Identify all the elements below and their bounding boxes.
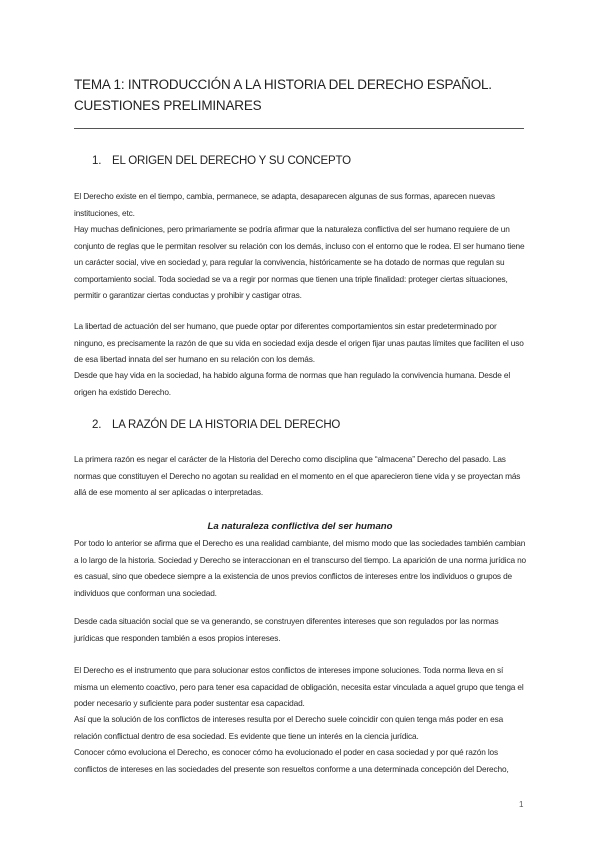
paragraph: Así que la solución de los conflictos de intereses resulta por el Derecho suele coincidir con quien tenga más poder en esa relación conflictual dentro de esa sociedad. Es evidente que tiene un interés en la ciencia jurídica.	[74, 714, 504, 741]
paragraph: Desde que hay vida en la sociedad, ha habido alguna forma de normas que han regulado la convivencia humana. Desde el origen ha existido Derecho.	[74, 370, 511, 397]
paragraph: Desde cada situación social que se va generando, se construyen diferentes intereses que son regulados por las normas jurídicas que responden también a esos propios intereses.	[74, 616, 499, 643]
paragraph: Por todo lo anterior se afirma que el Derecho es una realidad cambiante, del mismo modo que las sociedades también cambian a lo largo de la historia. Sociedad y Derecho se interaccionan en el transcurso del tiempo. La aparición de una norma jurídica no es casual, sino que obedece siempre a la existencia de unos previos conflictos de intereses entre los individuos o grupos de individuos que conforman una sociedad.	[74, 538, 527, 598]
section-title: LA RAZÓN DE LA HISTORIA DEL DERECHO	[112, 419, 341, 431]
section-title: EL ORIGEN DEL DERECHO Y SU CONCEPTO	[112, 155, 351, 167]
subsection-heading: La naturaleza conflictiva del ser humano	[207, 521, 393, 532]
paragraph: La primera razón es negar el carácter de la Historia del Derecho como disciplina que “almacena” Derecho del pasado. Las normas que constituyen el Derecho no agotan su realidad en el momento en el que aparecieron tiene vida y se proyectan más allá de ese momento al ser aplicadas o interpretadas.	[74, 454, 521, 498]
paragraph: El Derecho es el instrumento que para solucionar estos conflictos de intereses impone soluciones. Toda norma lleva en sí misma un elemento coactivo, pero para tener esa capacidad de obligación, necesita estar vinculada a aquel grupo que tenga el poder necesario y suficiente para poder sustentar esa capacidad.	[74, 665, 524, 709]
section-number: 2.	[92, 419, 102, 431]
title-divider	[74, 128, 524, 129]
paragraph: Hay muchas definiciones, pero primariamente se podría afirmar que la naturaleza conflictiva del ser humano requiere de un conjunto de reglas que le permitan resolver su relación con los demás, incluso con el entorno que le rodea. El ser humano tiene un carácter social, vive en sociedad y, para regular la convivencia, históricamente se ha dotado de normas que regulan su comportamiento social. Toda sociedad se va a regir por normas que tienen una triple finalidad: proteger ciertas situaciones, permitir o garantizar ciertas conductas y prohibir y castigar otras.	[74, 224, 525, 301]
paragraph: La libertad de actuación del ser humano, que puede optar por diferentes comportamientos sin estar predeterminado por ninguno, es precisamente la razón de que su vida en sociedad exija desde el origen fijar unas pautas límites que faciliten el uso de esa libertad innata del ser humano en su relación con los demás.	[74, 321, 524, 365]
section-1-heading	[92, 154, 351, 168]
paragraph: El Derecho existe en el tiempo, cambia, permanece, se adapta, desaparecen algunas de sus formas, aparecen nuevas instituciones, etc.	[74, 191, 495, 218]
paragraph: Conocer cómo evoluciona el Derecho, es conocer cómo ha evolucionado el poder en casa sociedad y por qué razón los conflictos de intereses en las sociedades del presente son resueltos conforme a una determinada concepción del Derecho,	[74, 747, 509, 774]
section-2-heading	[92, 418, 340, 432]
page-number: 1	[519, 800, 524, 809]
document-title: TEMA 1: INTRODUCCIÓN A LA HISTORIA DEL DERECHO ESPAÑOL. CUESTIONES PRELIMINARES	[74, 77, 492, 113]
section-number: 1.	[92, 155, 102, 167]
